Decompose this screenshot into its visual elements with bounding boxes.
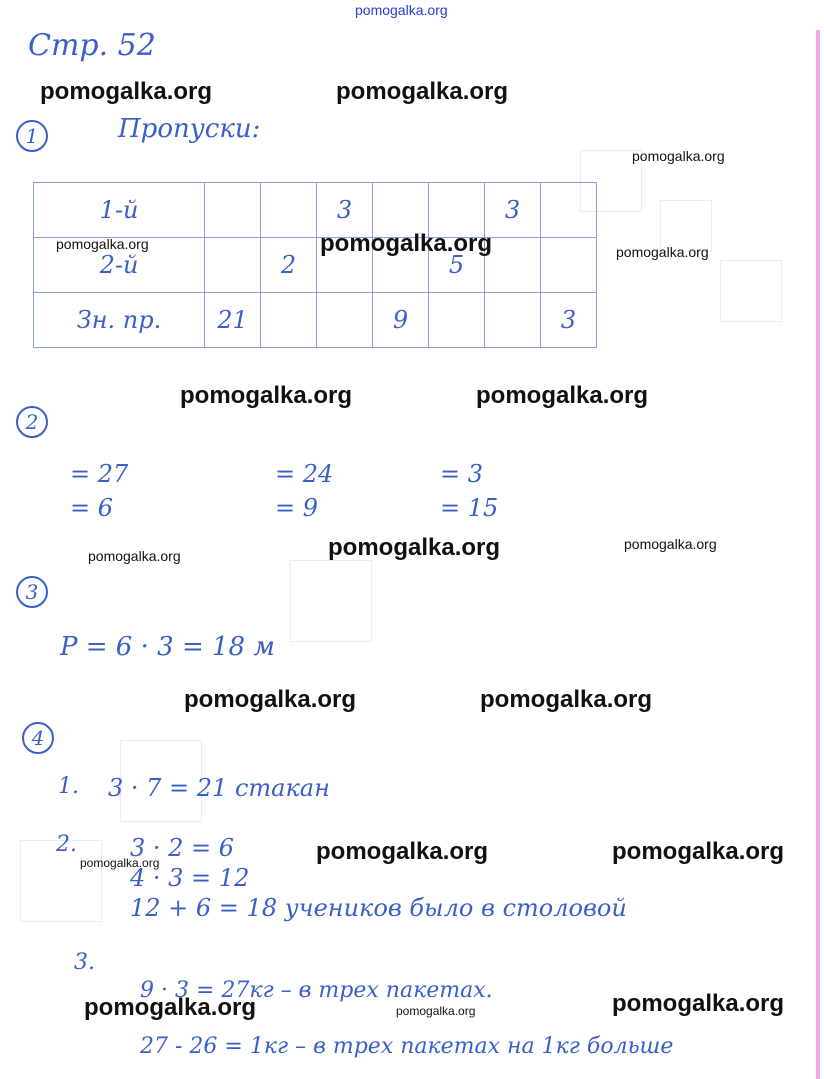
- table-row: [34, 293, 597, 348]
- task2-line: = 24: [275, 460, 334, 488]
- task4-part1-number: 1.: [58, 774, 79, 799]
- table-cell: 2: [261, 238, 317, 293]
- watermark: pomogalka.org: [336, 78, 509, 105]
- table-cell: 21: [205, 293, 261, 348]
- row-label: Зн. пр.: [34, 293, 205, 348]
- task4-part1-line: 3 · 7 = 21 стакан: [108, 774, 330, 802]
- watermark: pomogalka.org: [616, 244, 709, 260]
- task4-part3-line: 27 - 26 = 1кг – в трех пакетах на 1кг больше: [140, 1034, 674, 1059]
- task4-part3-line: 9 · 3 = 27кг – в трех пакетах.: [140, 978, 493, 1003]
- watermark: pomogalka.org: [320, 230, 493, 257]
- table-cell: 9: [373, 293, 429, 348]
- margin-line: [816, 30, 820, 1079]
- table-cell: [261, 183, 317, 238]
- table-cell: [485, 293, 541, 348]
- task2-line: = 3: [440, 460, 484, 488]
- task1-title: Пропуски:: [118, 114, 261, 144]
- row-label: 2-й: [34, 238, 205, 293]
- row-label: 1-й: [34, 183, 205, 238]
- table-cell: [205, 183, 261, 238]
- watermark: pomogalka.org: [612, 990, 785, 1017]
- watermark: pomogalka.org: [184, 686, 357, 713]
- task3-line: P = 6 · 3 = 18 м: [60, 632, 275, 662]
- watermark: pomogalka.org: [328, 534, 501, 561]
- watermark: pomogalka.org: [40, 78, 213, 105]
- task1-number: 1: [16, 120, 48, 152]
- watermark: pomogalka.org: [84, 994, 257, 1021]
- grid-background: [290, 560, 372, 642]
- site-link[interactable]: pomogalka.org: [355, 2, 448, 18]
- task4-number: 4: [22, 722, 54, 754]
- watermark: pomogalka.org: [612, 838, 785, 865]
- task2-line: = 27: [70, 460, 129, 488]
- gaps-table: [33, 182, 597, 348]
- watermark: pomogalka.org: [316, 838, 489, 865]
- table-cell: [205, 238, 261, 293]
- task2-line: = 15: [440, 494, 499, 522]
- page-header: Стр. 52: [28, 28, 156, 63]
- task4-part3-number: 3.: [74, 950, 95, 975]
- table-row: [34, 183, 597, 238]
- task4-part2-line: 3 · 2 = 6: [130, 834, 235, 862]
- grid-background: [720, 260, 782, 322]
- watermark: pomogalka.org: [480, 686, 653, 713]
- task4-part2-line: 12 + 6 = 18 учеников было в столовой: [130, 894, 627, 922]
- table-cell: 3: [317, 183, 373, 238]
- task3-number: 3: [16, 576, 48, 608]
- task2-line: = 6: [70, 494, 114, 522]
- watermark: pomogalka.org: [56, 236, 149, 252]
- table-cell: 3: [541, 293, 597, 348]
- watermark: pomogalka.org: [80, 856, 160, 870]
- table-cell: [541, 183, 597, 238]
- table-cell: [485, 238, 541, 293]
- table-cell: [317, 293, 373, 348]
- watermark: pomogalka.org: [396, 1004, 476, 1018]
- task2-number: 2: [16, 406, 48, 438]
- watermark: pomogalka.org: [632, 148, 725, 164]
- table-cell: [429, 293, 485, 348]
- table-cell: 3: [485, 183, 541, 238]
- watermark: pomogalka.org: [476, 382, 649, 409]
- watermark: pomogalka.org: [624, 536, 717, 552]
- table-cell: [261, 293, 317, 348]
- task4-part2-line: 4 · 3 = 12: [130, 864, 250, 892]
- task2-line: = 9: [275, 494, 319, 522]
- table-cell: 5: [429, 238, 485, 293]
- task4-part2-number: 2.: [56, 832, 77, 857]
- table-cell: [541, 238, 597, 293]
- watermark: pomogalka.org: [180, 382, 353, 409]
- watermark: pomogalka.org: [88, 548, 181, 564]
